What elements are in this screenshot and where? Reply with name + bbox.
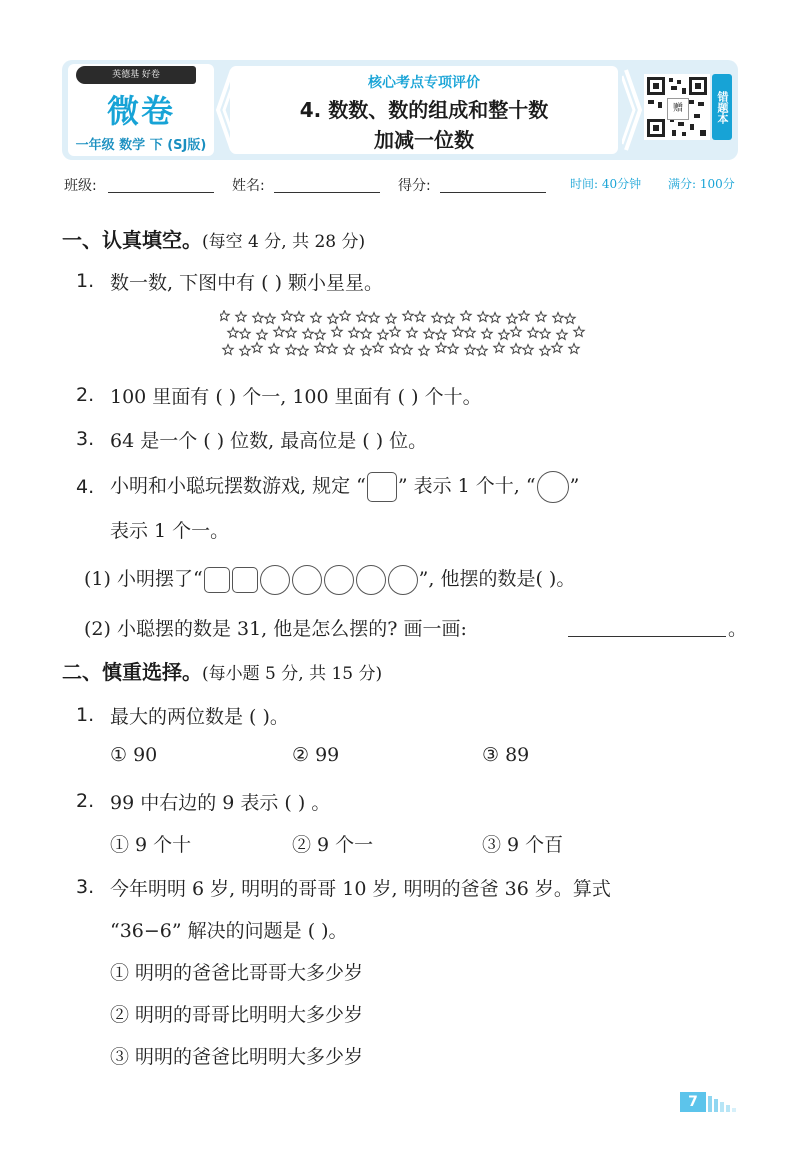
ten-square-icon (367, 472, 397, 502)
s2-q3-option-2[interactable]: ② 明明的哥哥比明明大多少岁 (110, 1004, 364, 1026)
one-circle-icon (324, 565, 354, 595)
qr-badge: 赠 (667, 98, 689, 120)
s1-q1-text: 数一数, 下图中有 ( ) 颗小星星。 (110, 272, 384, 294)
s2-q2-option-2[interactable]: ② 9 个一 (292, 834, 374, 856)
section2-note: (每小题 5 分, 共 15 分) (202, 664, 383, 684)
star-icon (540, 329, 550, 339)
star-icon (386, 314, 396, 324)
page-subtitle: 核心考点专项评价 (368, 75, 480, 91)
s1-q4-sub1-b: ”, 他摆的数是( )。 (418, 568, 576, 590)
s2-q2-option-1[interactable]: ① 9 个十 (110, 834, 192, 856)
s1-q4-sub1-a: (1) 小明摆了“ (84, 568, 203, 590)
star-icon (269, 344, 279, 354)
section2-title: 二、慎重选择。 (62, 660, 202, 684)
s1-q4-text-d: 表示 1 个一。 (110, 520, 230, 542)
s2-q1-option-3[interactable]: ③ 89 (482, 744, 530, 766)
star-icon (482, 329, 492, 339)
star-icon (490, 313, 500, 323)
star-icon (465, 328, 475, 338)
s1-q4-text-a: 小明和小聪玩摆数游戏, 规定 “ (110, 475, 366, 497)
star-icon (220, 311, 229, 321)
star-icon (253, 313, 263, 323)
star-icon (361, 346, 371, 356)
s2-q2-number: 2. (76, 790, 95, 812)
star-icon (265, 314, 275, 324)
star-icon (444, 314, 454, 324)
publisher-badge: 英德基 好卷 (76, 66, 196, 84)
star-icon (378, 330, 388, 340)
s1-q4-sub2-answer-line[interactable] (568, 636, 726, 637)
star-icon (519, 311, 529, 321)
star-icon (415, 312, 425, 322)
s2-q3-text-line1: 今年明明 6 岁, 明明的哥哥 10 岁, 明明的爸爸 36 岁。算式 (110, 878, 611, 900)
star-icon (465, 345, 475, 355)
s2-q1-text: 最大的两位数是 ( )。 (110, 706, 289, 728)
page-title-line2: 加减一位数 (374, 128, 474, 152)
star-icon (223, 345, 233, 355)
s2-q1-number: 1. (76, 704, 95, 726)
title-box (230, 66, 618, 154)
star-icon (274, 327, 284, 337)
star-icon (557, 330, 567, 340)
star-icon (286, 345, 296, 355)
star-icon (327, 344, 337, 354)
one-circle-icon (356, 565, 386, 595)
name-field[interactable] (274, 192, 380, 193)
score-label: 得分: (398, 178, 431, 194)
star-icon (448, 344, 458, 354)
score-field[interactable] (440, 192, 546, 193)
star-icon (478, 312, 488, 322)
s2-q3-text-line2: “36−6” 解决的问题是 ( )。 (110, 920, 348, 942)
s2-q1-option-2[interactable]: ② 99 (292, 744, 340, 766)
star-icon (240, 346, 250, 356)
star-icon (569, 344, 579, 354)
star-icon (477, 346, 487, 356)
star-icon (523, 345, 533, 355)
star-icon (540, 346, 550, 356)
class-field[interactable] (108, 192, 214, 193)
s1-q4-text-c: ” (569, 475, 580, 497)
star-icon (432, 313, 442, 323)
star-icon (286, 328, 296, 338)
section1-title: 一、认真填空。 (62, 228, 202, 252)
series-logo (68, 64, 214, 156)
star-icon (369, 313, 379, 323)
star-icon (390, 344, 400, 354)
star-icon (507, 314, 517, 324)
class-label: 班级: (64, 178, 97, 194)
star-icon (294, 312, 304, 322)
star-icon (436, 343, 446, 353)
s1-q3-number: 3. (76, 428, 95, 450)
section1-note: (每空 4 分, 共 28 分) (202, 232, 366, 252)
star-icon (240, 329, 250, 339)
star-icon (402, 345, 412, 355)
one-circle-icon (537, 471, 569, 503)
star-icon (332, 327, 342, 337)
s2-q2-option-3[interactable]: ③ 9 个百 (482, 834, 564, 856)
s1-q4-number: 4. (76, 476, 95, 498)
one-circle-icon (260, 565, 290, 595)
s1-q2-text: 100 里面有 ( ) 个一, 100 里面有 ( ) 个十。 (110, 386, 482, 408)
page-number: 7 (680, 1092, 706, 1112)
s2-q3-number: 3. (76, 876, 95, 898)
star-icon (311, 313, 321, 323)
star-icon (252, 343, 262, 353)
star-icon (328, 314, 338, 324)
star-icon (552, 343, 562, 353)
one-circle-icon (292, 565, 322, 595)
header-banner (62, 60, 738, 160)
star-icon (424, 329, 434, 339)
s2-q3-option-3[interactable]: ③ 明明的爸爸比明明大多少岁 (110, 1046, 364, 1068)
one-circle-icon (388, 565, 418, 595)
full-score: 满分: 100分 (668, 177, 735, 191)
star-icon (565, 314, 575, 324)
star-icon (407, 328, 417, 338)
star-icon (315, 330, 325, 340)
star-icon (436, 330, 446, 340)
star-icon (361, 329, 371, 339)
name-label: 姓名: (232, 178, 265, 194)
s2-q2-text: 99 中右边的 9 表示 ( ) 。 (110, 792, 331, 814)
star-icon (553, 313, 563, 323)
time-limit: 时间: 40分钟 (570, 177, 642, 191)
star-icon (419, 346, 429, 356)
star-icon (257, 330, 267, 340)
star-icon (499, 330, 509, 340)
wrong-answer-book-tag: 错题本 (712, 74, 732, 140)
s1-q4-sub2-end: 。 (728, 618, 748, 640)
star-icon (528, 328, 538, 338)
star-icon (298, 346, 308, 356)
page-bars-icon (708, 1092, 740, 1112)
star-icon (511, 327, 521, 337)
star-icon (349, 328, 359, 338)
section1-heading (62, 224, 365, 253)
star-icon (236, 312, 246, 322)
star-icon (340, 311, 350, 321)
star-icon (303, 329, 313, 339)
star-icon (511, 344, 521, 354)
page-title-line1: 4. 数数、数的组成和整十数 (299, 98, 549, 122)
star-icon (461, 311, 471, 321)
s1-q4-text-b: ” 表示 1 个十, “ (397, 475, 536, 497)
star-icon (315, 343, 325, 353)
chevron-right-icon (622, 66, 644, 154)
ten-square-icon (204, 567, 230, 593)
s1-q4-sub2: (2) 小聪摆的数是 31, 他是怎么摆的? 画一画: (84, 618, 467, 640)
star-icon (344, 345, 354, 355)
s1-q1-number: 1. (76, 270, 95, 292)
star-icon (536, 312, 546, 322)
ten-square-icon (232, 567, 258, 593)
star-icon (282, 311, 292, 321)
s1-q4-sub1 (84, 562, 575, 596)
star-icon (357, 312, 367, 322)
star-icon (228, 328, 238, 338)
s1-q2-number: 2. (76, 384, 95, 406)
star-icon (390, 327, 400, 337)
s1-q4-text (110, 470, 579, 503)
s1-q3-text: 64 是一个 ( ) 位数, 最高位是 ( ) 位。 (110, 430, 428, 452)
star-icon (494, 343, 504, 353)
section2-heading (62, 656, 382, 685)
star-icon (453, 327, 463, 337)
star-icon (574, 327, 584, 337)
star-icon (403, 311, 413, 321)
s2-q1-option-1[interactable]: ① 90 (110, 744, 158, 766)
star-icon (373, 343, 383, 353)
grade-subject-line: 一年级 数学 下 (SJ版) (75, 138, 207, 153)
star-picture (220, 310, 590, 362)
series-title: 微卷 (106, 92, 175, 130)
s2-q3-option-1[interactable]: ① 明明的爸爸比哥哥大多少岁 (110, 962, 364, 984)
